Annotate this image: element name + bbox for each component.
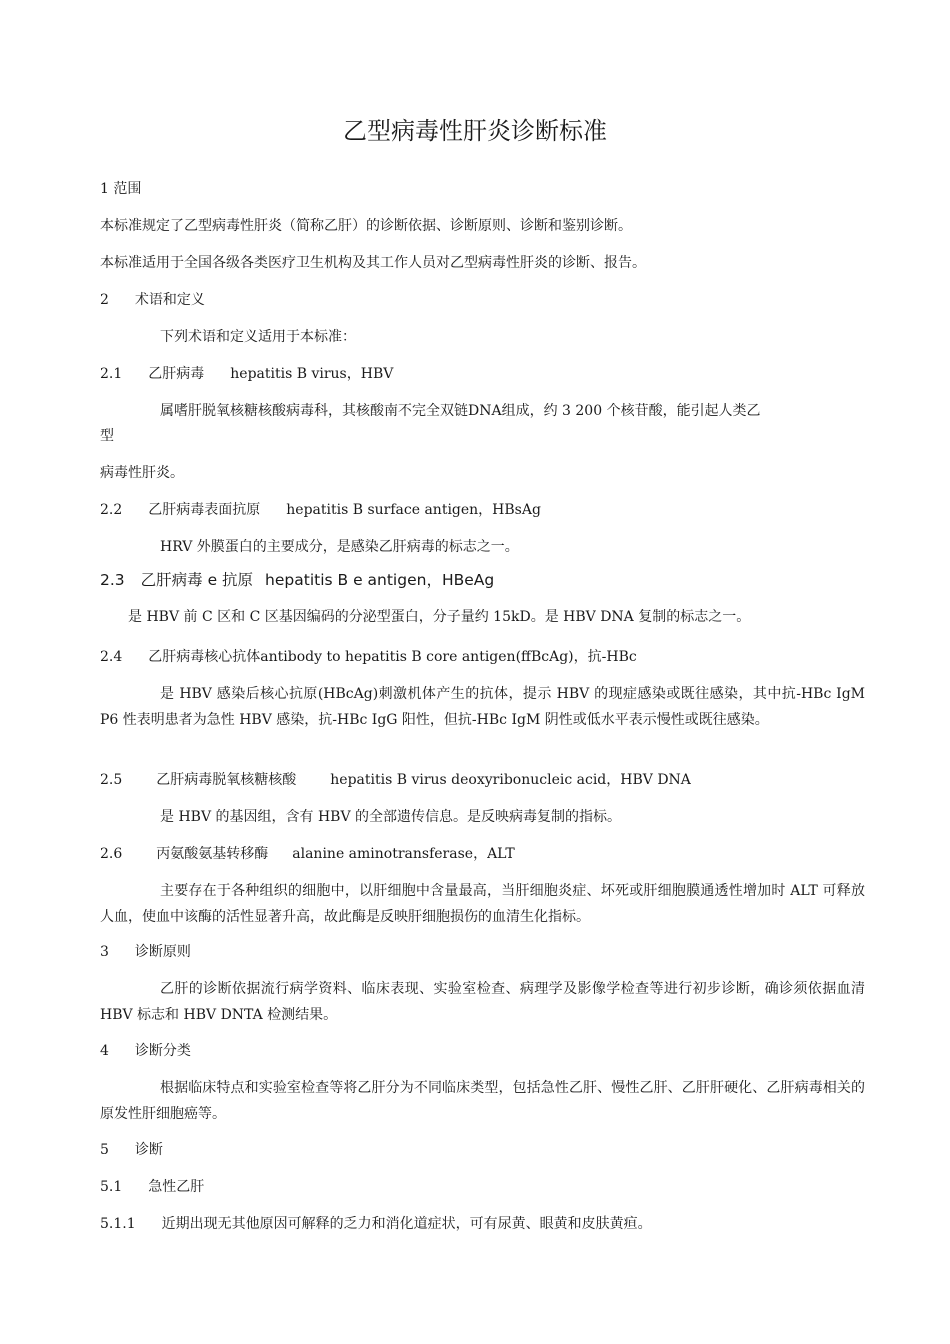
term-number: 2.2: [100, 502, 123, 518]
term-english: antibody to hepatitis B core antigen(ffBcAg)，抗-HBc: [260, 649, 637, 665]
section-3-paragraph: 乙肝的诊断依据流行病学资料、临床表现、实验室检查、病理学及影像学检查等进行初步诊断，确诊须依据血清 HBV 标志和 HBV DNTA 检测结果。: [100, 981, 865, 1023]
term-2-5-definition: 是 HBV 的基因组，含有 HBV 的全部遗传信息。是反映病毒复制的指标。: [160, 809, 622, 825]
term-2-1-heading: [100, 363, 393, 385]
section-title: 诊断: [134, 1142, 163, 1158]
term-2-1-definition-line-2: 型: [100, 428, 114, 444]
term-english: hepatitis B e antigen，HBeAg: [265, 571, 495, 589]
section-1-paragraph-2: 本标准适用于全国各级各类医疗卫生机构及其工作人员对乙型病毒性肝炎的诊断、报告。: [100, 255, 646, 271]
section-2-intro: 下列术语和定义适用于本标准：: [160, 329, 356, 345]
term-name: 丙氨酸氨基转移酶: [156, 846, 269, 862]
section-2-heading: [100, 289, 205, 311]
section-4-paragraph: 根据临床特点和实验室检查等将乙肝分为不同临床类型，包括急性乙肝、慢性乙肝、乙肝肝硬化、乙肝病毒相关的原发性肝细胞癌等。: [100, 1080, 865, 1122]
term-name: 乙肝病毒 e 抗原: [140, 571, 254, 589]
section-number: 4: [100, 1043, 109, 1059]
term-name: 乙肝病毒脱氧核糖核酸: [156, 772, 297, 788]
term-number: 2.1: [100, 366, 123, 382]
section-1-heading: 1 范围: [100, 181, 142, 197]
term-number: 2.4: [100, 649, 123, 665]
term-2-1-definition-line-1: 属嗜肝脱氧核糖核酸病毒科，其核酸南不完全双链DNA组成，约 3 200 个核苷酸，能引起人类乙: [160, 403, 761, 419]
term-2-6-definition: 主要存在于各种组织的细胞中，以肝细胞中含量最高，当肝细胞炎症、坏死或肝细胞膜通透性增加时 ALT 可释放人血，使血中该酶的活性显著升高，故此酶是反映肝细胞损伤的血清生化指标。: [100, 883, 865, 925]
term-2-3-heading: [100, 569, 494, 591]
document-title: 乙型病毒性肝炎诊断标准: [343, 117, 607, 145]
term-number: 2.3: [100, 571, 125, 589]
term-name: 乙肝病毒核心抗体: [148, 649, 261, 665]
section-number: 3: [100, 944, 109, 960]
term-english: alanine aminotransferase，ALT: [292, 846, 515, 862]
section-title: 诊断分类: [134, 1043, 191, 1059]
section-1-paragraph-1: 本标准规定了乙型病毒性肝炎（简称乙肝）的诊断依据、诊断原则、诊断和鉴别诊断。: [100, 218, 632, 234]
item-text: 近期出现无其他原因可解释的乏力和消化道症状，可有尿黄、眼黄和皮肤黄疸。: [161, 1216, 652, 1232]
section-5-heading: [100, 1139, 163, 1161]
term-number: 2.6: [100, 846, 123, 862]
section-number: 2: [100, 292, 109, 308]
section-3-heading: [100, 941, 191, 963]
term-number: 2.5: [100, 772, 123, 788]
term-2-2-definition: HRV 外膜蛋白的主要成分，是感染乙肝病毒的标志之一。: [160, 539, 519, 555]
section-5-1-1-item: [100, 1213, 652, 1235]
term-english: hepatitis B virus，HBV: [230, 366, 394, 382]
term-2-6-heading: [100, 843, 515, 865]
section-4-heading: [100, 1040, 191, 1062]
term-2-1-definition-line-3: 病毒性肝炎。: [100, 465, 184, 481]
term-name: 乙肝病毒表面抗原: [148, 502, 261, 518]
section-title: 急性乙肝: [148, 1179, 205, 1195]
term-2-4-heading: [100, 646, 637, 668]
section-title: 术语和定义: [134, 292, 205, 308]
section-number: 5: [100, 1142, 109, 1158]
term-2-4-definition: 是 HBV 感染后核心抗原(HBcAg)刺激机体产生的抗体，提示 HBV 的现症感染或既往感染，其中抗-HBc IgM P6 性表明患者为急性 HBV 感染，抗-HBc IgG 阳性，但抗-HBc IgM 阴性或低水平表示慢性或既往感染。: [100, 686, 865, 728]
item-number: 5.1.1: [100, 1216, 136, 1232]
term-english: hepatitis B virus deoxyribonucleic acid，HBV DNA: [330, 772, 691, 788]
term-2-3-definition: 是 HBV 前 C 区和 C 区基因编码的分泌型蛋白，分子量约 15kD。是 HBV DNA 复制的标志之一。: [128, 609, 751, 625]
section-title: 诊断原则: [134, 944, 191, 960]
section-5-1-heading: [100, 1176, 204, 1198]
term-english: hepatitis B surface antigen，HBsAg: [286, 502, 541, 518]
term-2-2-heading: [100, 499, 541, 521]
term-2-5-heading: [100, 769, 691, 791]
section-number: 5.1: [100, 1179, 123, 1195]
term-name: 乙肝病毒: [148, 366, 205, 382]
